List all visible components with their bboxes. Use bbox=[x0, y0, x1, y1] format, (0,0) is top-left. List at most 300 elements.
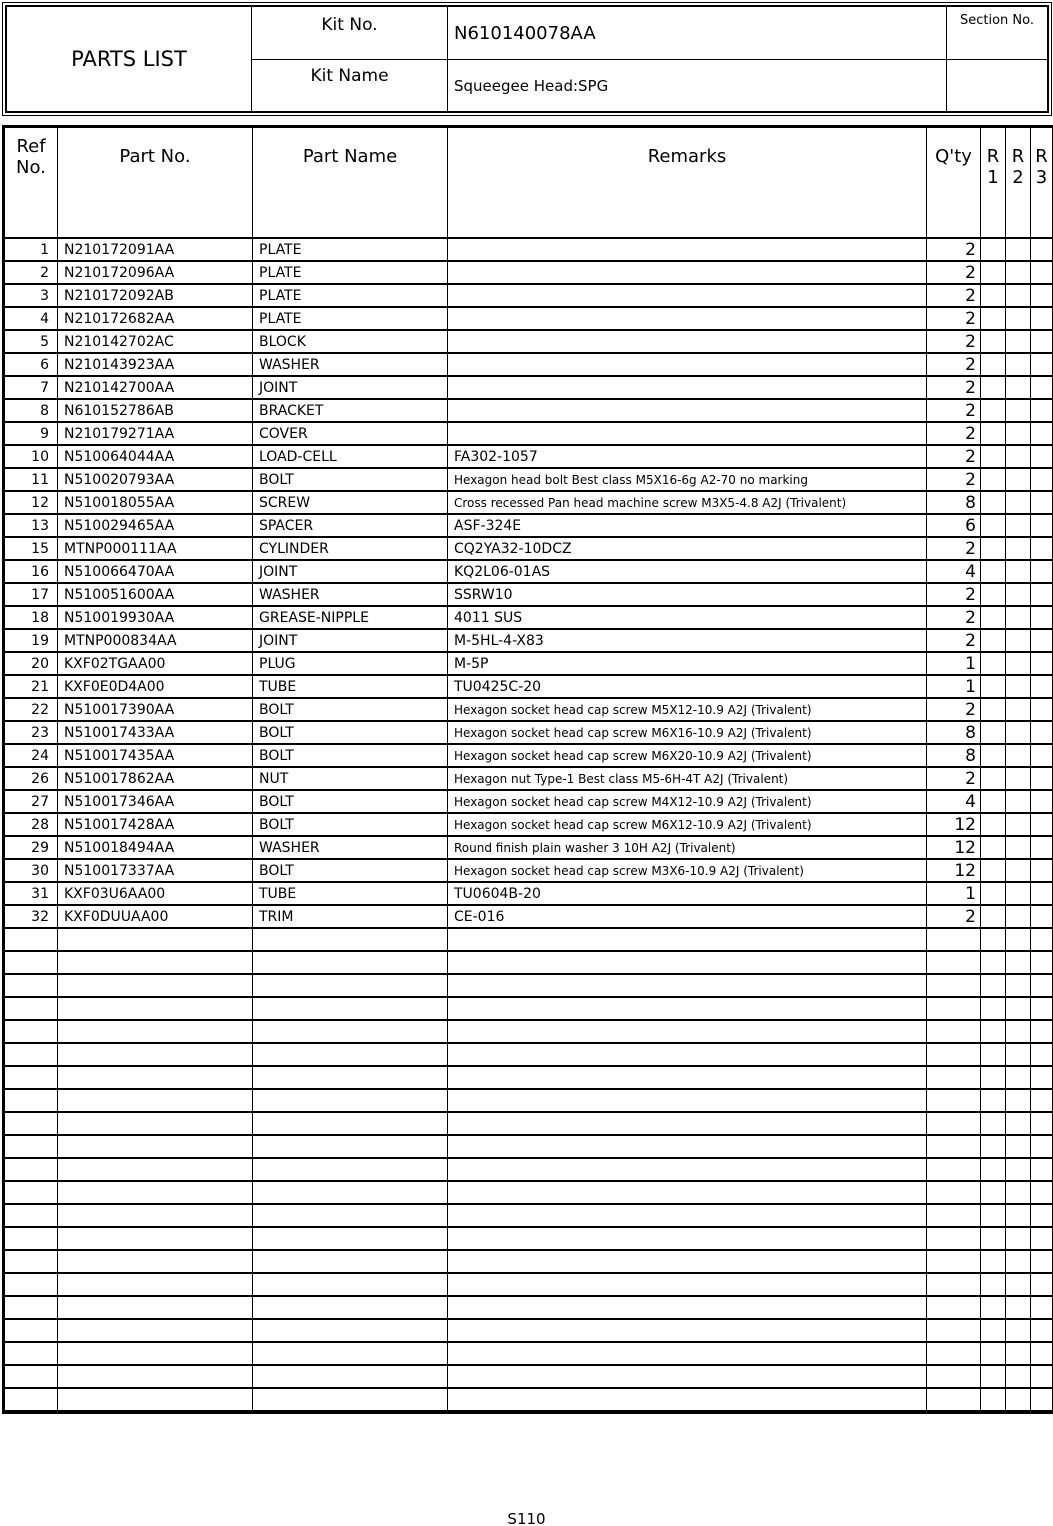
ref-cell bbox=[5, 1043, 58, 1066]
ref-cell bbox=[5, 1066, 58, 1089]
qty-cell: 8 bbox=[927, 744, 981, 767]
ref-cell: 23 bbox=[5, 721, 58, 744]
remarks-cell: TU0425C-20 bbox=[448, 675, 927, 698]
kit-no-label: Kit No. bbox=[252, 7, 448, 60]
r3-cell bbox=[1031, 1204, 1053, 1227]
r2-cell bbox=[1006, 399, 1031, 422]
part-name-cell bbox=[253, 997, 448, 1020]
part-no-cell: N510017435AA bbox=[58, 744, 253, 767]
part-no-cell: N510019930AA bbox=[58, 606, 253, 629]
r3-cell bbox=[1031, 514, 1053, 537]
r2-cell bbox=[1006, 767, 1031, 790]
part-no-cell: N610152786AB bbox=[58, 399, 253, 422]
ref-cell bbox=[5, 1250, 58, 1273]
remarks-cell bbox=[448, 1089, 927, 1112]
part-name-cell: WASHER bbox=[253, 353, 448, 376]
ref-cell bbox=[5, 928, 58, 951]
part-name-cell: WASHER bbox=[253, 836, 448, 859]
remarks-cell bbox=[448, 353, 927, 376]
ref-cell bbox=[5, 974, 58, 997]
part-no-cell bbox=[58, 997, 253, 1020]
r1-cell bbox=[981, 1135, 1006, 1158]
r2-cell bbox=[1006, 353, 1031, 376]
remarks-cell bbox=[448, 1388, 927, 1411]
r1-cell bbox=[981, 1250, 1006, 1273]
part-name-cell: PLATE bbox=[253, 284, 448, 307]
r3-cell bbox=[1031, 445, 1053, 468]
r2-cell bbox=[1006, 790, 1031, 813]
part-no-cell: N510029465AA bbox=[58, 514, 253, 537]
part-no-cell bbox=[58, 1181, 253, 1204]
r3-cell bbox=[1031, 1181, 1053, 1204]
r3-cell bbox=[1031, 399, 1053, 422]
r2-cell bbox=[1006, 1043, 1031, 1066]
r2-cell bbox=[1006, 307, 1031, 330]
r1-cell bbox=[981, 928, 1006, 951]
section-no-label: Section No. bbox=[947, 7, 1048, 60]
r2-cell bbox=[1006, 836, 1031, 859]
r2-cell bbox=[1006, 1135, 1031, 1158]
remarks-cell: Hexagon head bolt Best class M5X16-6g A2-70 no marking bbox=[448, 468, 927, 491]
qty-cell bbox=[927, 1319, 981, 1342]
remarks-cell bbox=[448, 399, 927, 422]
r2-cell bbox=[1006, 1112, 1031, 1135]
r1-cell bbox=[981, 652, 1006, 675]
empty-table-row bbox=[5, 1342, 1053, 1365]
r2-cell bbox=[1006, 721, 1031, 744]
r3-cell bbox=[1031, 629, 1053, 652]
part-name-cell: NUT bbox=[253, 767, 448, 790]
qty-cell: 2 bbox=[927, 422, 981, 445]
r3-cell bbox=[1031, 1273, 1053, 1296]
remarks-cell bbox=[448, 422, 927, 445]
qty-cell: 2 bbox=[927, 698, 981, 721]
qty-cell bbox=[927, 928, 981, 951]
table-row bbox=[5, 353, 1053, 376]
part-name-cell bbox=[253, 1319, 448, 1342]
part-no-cell: N510017862AA bbox=[58, 767, 253, 790]
part-no-cell: N510020793AA bbox=[58, 468, 253, 491]
r1-cell bbox=[981, 261, 1006, 284]
qty-cell bbox=[927, 1342, 981, 1365]
col-qty: Q'ty bbox=[927, 128, 981, 239]
part-no-cell: KXF02TGAA00 bbox=[58, 652, 253, 675]
r1-cell bbox=[981, 859, 1006, 882]
ref-cell bbox=[5, 1388, 58, 1411]
qty-cell: 2 bbox=[927, 238, 981, 261]
ref-cell bbox=[5, 1227, 58, 1250]
remarks-cell bbox=[448, 330, 927, 353]
ref-cell bbox=[5, 1158, 58, 1181]
qty-cell: 2 bbox=[927, 376, 981, 399]
ref-cell bbox=[5, 1296, 58, 1319]
part-no-cell bbox=[58, 1319, 253, 1342]
part-no-cell bbox=[58, 1342, 253, 1365]
part-no-cell: N210172682AA bbox=[58, 307, 253, 330]
part-name-cell: PLATE bbox=[253, 307, 448, 330]
empty-table-row bbox=[5, 974, 1053, 997]
ref-cell bbox=[5, 1089, 58, 1112]
ref-cell: 13 bbox=[5, 514, 58, 537]
ref-cell: 8 bbox=[5, 399, 58, 422]
part-name-cell: JOINT bbox=[253, 560, 448, 583]
part-name-cell bbox=[253, 1342, 448, 1365]
part-no-cell: N510017428AA bbox=[58, 813, 253, 836]
r2-cell bbox=[1006, 583, 1031, 606]
table-row bbox=[5, 399, 1053, 422]
remarks-cell bbox=[448, 1204, 927, 1227]
r3-cell bbox=[1031, 330, 1053, 353]
part-no-cell: N210179271AA bbox=[58, 422, 253, 445]
table-row bbox=[5, 675, 1053, 698]
r1-cell bbox=[981, 1227, 1006, 1250]
r1-cell bbox=[981, 951, 1006, 974]
r2-cell bbox=[1006, 974, 1031, 997]
qty-cell: 12 bbox=[927, 836, 981, 859]
qty-cell: 2 bbox=[927, 905, 981, 928]
remarks-cell: CQ2YA32-10DCZ bbox=[448, 537, 927, 560]
part-name-cell: TRIM bbox=[253, 905, 448, 928]
r2-cell bbox=[1006, 1020, 1031, 1043]
remarks-cell bbox=[448, 974, 927, 997]
col-r3: R 3 bbox=[1031, 128, 1053, 239]
qty-cell bbox=[927, 1112, 981, 1135]
remarks-cell bbox=[448, 284, 927, 307]
r2-cell bbox=[1006, 1204, 1031, 1227]
empty-table-row bbox=[5, 1020, 1053, 1043]
part-name-cell bbox=[253, 1020, 448, 1043]
r2-cell bbox=[1006, 1066, 1031, 1089]
part-name-cell: TUBE bbox=[253, 675, 448, 698]
ref-cell: 19 bbox=[5, 629, 58, 652]
part-name-cell bbox=[253, 1181, 448, 1204]
r2-cell bbox=[1006, 997, 1031, 1020]
part-no-cell: KXF0DUUAA00 bbox=[58, 905, 253, 928]
remarks-cell bbox=[448, 951, 927, 974]
part-name-cell bbox=[253, 1204, 448, 1227]
r3-cell bbox=[1031, 1135, 1053, 1158]
part-no-cell: N510017337AA bbox=[58, 859, 253, 882]
qty-cell: 2 bbox=[927, 399, 981, 422]
r1-cell bbox=[981, 422, 1006, 445]
part-no-cell bbox=[58, 1388, 253, 1411]
qty-cell bbox=[927, 1204, 981, 1227]
r1-cell bbox=[981, 1388, 1006, 1411]
part-no-cell: N510051600AA bbox=[58, 583, 253, 606]
r3-cell bbox=[1031, 721, 1053, 744]
r1-cell bbox=[981, 468, 1006, 491]
ref-cell: 5 bbox=[5, 330, 58, 353]
r2-cell bbox=[1006, 813, 1031, 836]
qty-cell: 4 bbox=[927, 790, 981, 813]
qty-cell: 2 bbox=[927, 606, 981, 629]
qty-cell: 12 bbox=[927, 859, 981, 882]
table-row bbox=[5, 537, 1053, 560]
r3-cell bbox=[1031, 1043, 1053, 1066]
r1-cell bbox=[981, 1365, 1006, 1388]
r1-cell bbox=[981, 836, 1006, 859]
kit-no-value: N610140078AA bbox=[448, 7, 947, 60]
col-r1: R 1 bbox=[981, 128, 1006, 239]
r2-cell bbox=[1006, 606, 1031, 629]
r2-cell bbox=[1006, 1181, 1031, 1204]
part-no-cell bbox=[58, 1066, 253, 1089]
table-row bbox=[5, 836, 1053, 859]
qty-cell: 2 bbox=[927, 445, 981, 468]
r1-cell bbox=[981, 744, 1006, 767]
r2-cell bbox=[1006, 445, 1031, 468]
r1-cell bbox=[981, 537, 1006, 560]
table-row bbox=[5, 330, 1053, 353]
ref-cell bbox=[5, 1342, 58, 1365]
part-name-cell bbox=[253, 1043, 448, 1066]
empty-table-row bbox=[5, 1089, 1053, 1112]
r1-cell bbox=[981, 698, 1006, 721]
r1-cell bbox=[981, 1066, 1006, 1089]
part-name-cell: BOLT bbox=[253, 790, 448, 813]
part-name-cell: BOLT bbox=[253, 468, 448, 491]
r3-cell bbox=[1031, 1365, 1053, 1388]
qty-cell bbox=[927, 1158, 981, 1181]
r3-cell bbox=[1031, 560, 1053, 583]
part-no-cell bbox=[58, 1273, 253, 1296]
remarks-cell bbox=[448, 1296, 927, 1319]
table-row bbox=[5, 560, 1053, 583]
r3-cell bbox=[1031, 813, 1053, 836]
part-no-cell bbox=[58, 1158, 253, 1181]
r2-cell bbox=[1006, 537, 1031, 560]
r1-cell bbox=[981, 882, 1006, 905]
table-row bbox=[5, 905, 1053, 928]
ref-cell: 2 bbox=[5, 261, 58, 284]
qty-cell bbox=[927, 1296, 981, 1319]
r1-cell bbox=[981, 1273, 1006, 1296]
table-row bbox=[5, 491, 1053, 514]
part-name-cell bbox=[253, 951, 448, 974]
part-name-cell: JOINT bbox=[253, 629, 448, 652]
part-name-cell: BOLT bbox=[253, 698, 448, 721]
qty-cell: 4 bbox=[927, 560, 981, 583]
r2-cell bbox=[1006, 491, 1031, 514]
ref-cell bbox=[5, 1204, 58, 1227]
r2-cell bbox=[1006, 1365, 1031, 1388]
empty-table-row bbox=[5, 1227, 1053, 1250]
r1-cell bbox=[981, 1020, 1006, 1043]
part-name-cell bbox=[253, 1227, 448, 1250]
part-no-cell bbox=[58, 1296, 253, 1319]
qty-cell bbox=[927, 1066, 981, 1089]
col-ref-no: Ref No. bbox=[5, 128, 58, 239]
r3-cell bbox=[1031, 1020, 1053, 1043]
r1-cell bbox=[981, 1158, 1006, 1181]
ref-cell: 29 bbox=[5, 836, 58, 859]
qty-cell: 12 bbox=[927, 813, 981, 836]
remarks-cell: M-5P bbox=[448, 652, 927, 675]
remarks-cell bbox=[448, 1342, 927, 1365]
r1-cell bbox=[981, 284, 1006, 307]
remarks-cell bbox=[448, 1365, 927, 1388]
r2-cell bbox=[1006, 284, 1031, 307]
qty-cell bbox=[927, 1181, 981, 1204]
r3-cell bbox=[1031, 1112, 1053, 1135]
r2-cell bbox=[1006, 468, 1031, 491]
part-name-cell: COVER bbox=[253, 422, 448, 445]
part-name-cell: TUBE bbox=[253, 882, 448, 905]
empty-table-row bbox=[5, 1181, 1053, 1204]
r2-cell bbox=[1006, 629, 1031, 652]
remarks-cell: Hexagon nut Type-1 Best class M5-6H-4T A2J (Trivalent) bbox=[448, 767, 927, 790]
r3-cell bbox=[1031, 1319, 1053, 1342]
remarks-cell: M-5HL-4-X83 bbox=[448, 629, 927, 652]
part-no-cell bbox=[58, 974, 253, 997]
remarks-cell: Cross recessed Pan head machine screw M3X5-4.8 A2J (Trivalent) bbox=[448, 491, 927, 514]
section-no-value bbox=[947, 60, 1048, 112]
ref-cell: 28 bbox=[5, 813, 58, 836]
empty-table-row bbox=[5, 1365, 1053, 1388]
r3-cell bbox=[1031, 307, 1053, 330]
r3-cell bbox=[1031, 698, 1053, 721]
ref-cell: 21 bbox=[5, 675, 58, 698]
part-no-cell: MTNP000111AA bbox=[58, 537, 253, 560]
part-no-cell: N510017433AA bbox=[58, 721, 253, 744]
r2-cell bbox=[1006, 1089, 1031, 1112]
table-row bbox=[5, 514, 1053, 537]
r3-cell bbox=[1031, 606, 1053, 629]
ref-cell: 4 bbox=[5, 307, 58, 330]
r2-cell bbox=[1006, 376, 1031, 399]
remarks-cell bbox=[448, 1227, 927, 1250]
r3-cell bbox=[1031, 928, 1053, 951]
r1-cell bbox=[981, 399, 1006, 422]
part-name-cell: LOAD-CELL bbox=[253, 445, 448, 468]
remarks-cell bbox=[448, 376, 927, 399]
r1-cell bbox=[981, 1089, 1006, 1112]
qty-cell bbox=[927, 1227, 981, 1250]
r2-cell bbox=[1006, 330, 1031, 353]
r1-cell bbox=[981, 1319, 1006, 1342]
remarks-cell: SSRW10 bbox=[448, 583, 927, 606]
qty-cell: 1 bbox=[927, 882, 981, 905]
r3-cell bbox=[1031, 675, 1053, 698]
table-row bbox=[5, 882, 1053, 905]
part-name-cell bbox=[253, 1250, 448, 1273]
ref-cell: 30 bbox=[5, 859, 58, 882]
qty-cell bbox=[927, 1273, 981, 1296]
empty-table-row bbox=[5, 1043, 1053, 1066]
table-row bbox=[5, 238, 1053, 261]
table-row bbox=[5, 698, 1053, 721]
part-no-cell bbox=[58, 928, 253, 951]
ref-cell bbox=[5, 1365, 58, 1388]
qty-cell: 2 bbox=[927, 353, 981, 376]
r3-cell bbox=[1031, 376, 1053, 399]
r2-cell bbox=[1006, 928, 1031, 951]
remarks-cell: ASF-324E bbox=[448, 514, 927, 537]
part-no-cell bbox=[58, 1227, 253, 1250]
r3-cell bbox=[1031, 1066, 1053, 1089]
part-no-cell: N210172092AB bbox=[58, 284, 253, 307]
r3-cell bbox=[1031, 790, 1053, 813]
r2-cell bbox=[1006, 951, 1031, 974]
remarks-cell bbox=[448, 1250, 927, 1273]
qty-cell: 8 bbox=[927, 491, 981, 514]
part-name-cell bbox=[253, 974, 448, 997]
ref-cell bbox=[5, 1273, 58, 1296]
empty-table-row bbox=[5, 1112, 1053, 1135]
remarks-cell: Round finish plain washer 3 10H A2J (Trivalent) bbox=[448, 836, 927, 859]
r1-cell bbox=[981, 629, 1006, 652]
qty-cell: 2 bbox=[927, 583, 981, 606]
remarks-cell: TU0604B-20 bbox=[448, 882, 927, 905]
r2-cell bbox=[1006, 698, 1031, 721]
part-name-cell: PLATE bbox=[253, 261, 448, 284]
part-name-cell: BOLT bbox=[253, 859, 448, 882]
r2-cell bbox=[1006, 1250, 1031, 1273]
part-name-cell bbox=[253, 928, 448, 951]
table-row bbox=[5, 422, 1053, 445]
r2-cell bbox=[1006, 882, 1031, 905]
qty-cell bbox=[927, 1135, 981, 1158]
part-no-cell: N210142702AC bbox=[58, 330, 253, 353]
r1-cell bbox=[981, 583, 1006, 606]
r2-cell bbox=[1006, 1388, 1031, 1411]
r1-cell bbox=[981, 491, 1006, 514]
qty-cell: 6 bbox=[927, 514, 981, 537]
table-row bbox=[5, 767, 1053, 790]
qty-cell: 2 bbox=[927, 468, 981, 491]
ref-cell: 32 bbox=[5, 905, 58, 928]
part-no-cell: N210172091AA bbox=[58, 238, 253, 261]
r3-cell bbox=[1031, 1388, 1053, 1411]
ref-cell bbox=[5, 1112, 58, 1135]
empty-table-row bbox=[5, 1388, 1053, 1411]
r3-cell bbox=[1031, 491, 1053, 514]
r2-cell bbox=[1006, 1227, 1031, 1250]
qty-cell: 2 bbox=[927, 767, 981, 790]
part-name-cell: PLUG bbox=[253, 652, 448, 675]
ref-cell: 22 bbox=[5, 698, 58, 721]
part-name-cell bbox=[253, 1273, 448, 1296]
table-row bbox=[5, 606, 1053, 629]
part-no-cell bbox=[58, 1020, 253, 1043]
r2-cell bbox=[1006, 859, 1031, 882]
ref-cell: 20 bbox=[5, 652, 58, 675]
ref-cell: 24 bbox=[5, 744, 58, 767]
part-name-cell: WASHER bbox=[253, 583, 448, 606]
qty-cell bbox=[927, 974, 981, 997]
part-no-cell bbox=[58, 1204, 253, 1227]
ref-cell: 9 bbox=[5, 422, 58, 445]
part-name-cell: BRACKET bbox=[253, 399, 448, 422]
r3-cell bbox=[1031, 1089, 1053, 1112]
r3-cell bbox=[1031, 468, 1053, 491]
remarks-cell bbox=[448, 307, 927, 330]
part-no-cell: N210142700AA bbox=[58, 376, 253, 399]
qty-cell bbox=[927, 1020, 981, 1043]
r1-cell bbox=[981, 721, 1006, 744]
r1-cell bbox=[981, 1204, 1006, 1227]
qty-cell bbox=[927, 1388, 981, 1411]
part-name-cell bbox=[253, 1158, 448, 1181]
remarks-cell bbox=[448, 1066, 927, 1089]
ref-cell: 3 bbox=[5, 284, 58, 307]
remarks-cell bbox=[448, 238, 927, 261]
table-row bbox=[5, 790, 1053, 813]
ref-cell: 27 bbox=[5, 790, 58, 813]
r1-cell bbox=[981, 675, 1006, 698]
remarks-cell: FA302-1057 bbox=[448, 445, 927, 468]
table-row bbox=[5, 859, 1053, 882]
